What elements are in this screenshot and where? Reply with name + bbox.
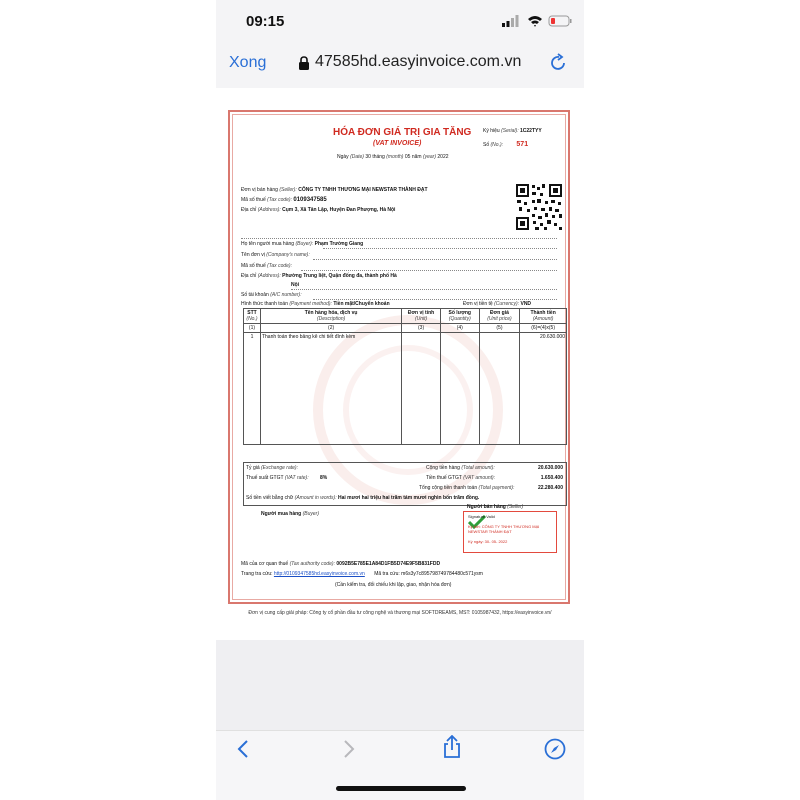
buyer-name: Họ tên người mua hàng (Buyer): Phạm Trường Giang [241,241,364,247]
currency: Đơn vị tiền tệ (Currency): VND [463,301,532,307]
wifi-icon [528,16,542,27]
battery-icon [551,18,555,24]
buyer-address-line2: Nội [291,282,300,288]
seller-tax: Mã số thuế (Tax code): 0109347585 [241,197,327,203]
seller-address: Địa chỉ (Address): Cụm 3, Xã Tân Lập, Huyện Đan Phượng, Hà Nội [241,207,396,213]
lock-icon [298,56,310,70]
url-text[interactable]: 47585hd.easyinvoice.com.vn [315,53,522,70]
forward-icon[interactable] [342,739,356,759]
reload-icon[interactable] [550,53,568,73]
phone-screen [216,0,584,800]
share-icon[interactable] [442,735,462,759]
tax-authority-code: Mã của cơ quan thuế (Tax authority code): 0092B5E785E1A84D1FB5D74E9F5B831FDD [241,561,441,567]
totals-block: Tỷ giá (Exchange rate): Cộng tiền hàng (Total amount): 20.630.000 Thuế suất GTGT (VAT rate): 8% Tiền thuế GTGT (VAT amount): 1.650.400 Tổng cộng tiền thanh toán (Total payment): 22.280.400 Số tiền viết bằng chữ (Amount in words): Hai mươi hai triệu hai trăm tám mươi nghìn bốn trăm đồng. [243,462,567,506]
amount-in-words: Số tiền viết bằng chữ (Amount in words): Hai mươi hai triệu hai trăm tám mươi nghìn bốn trăm đồng. [246,495,480,501]
buyer-account: Số tài khoản (A/C number): [241,292,302,298]
invoice-date: Ngày (Date) 30 tháng (month) 05 năm (year) 2022 [337,154,449,160]
vat-value: 1.650.400 [540,475,563,481]
status-bar [216,0,584,44]
home-indicator [336,786,466,791]
provider-footer: Đơn vị cung cấp giải pháp: Công ty cổ phần đầu tư công nghệ và thương mại SOFTDREAMS, MST: 0105987432, https://easyinvoice.vn/ [248,610,552,616]
back-icon[interactable] [236,739,250,759]
items-table [243,308,567,445]
invoice-note: (Cần kiểm tra, đối chiếu khi lập, giao, nhận hóa đơn) [335,582,452,588]
invoice-document [216,88,584,640]
digital-signature-box: Signature Valid Ký bởi: CÔNG TY TNHH THƯƠNG MẠI NEWSTAR THÀNH ĐẠT Ký ngày: 30- 05- 2022 [463,511,557,553]
invoice-frame [228,110,570,604]
browser-address-bar [216,44,584,82]
lookup-link[interactable]: http://0109347585hd.easyinvoice.com.vn [273,571,365,577]
seller-name: Đơn vị bán hàng (Seller): CÔNG TY TNHH THƯƠNG MẠI NEWSTAR THÀNH ĐẠT [241,187,428,193]
invoice-number: Số (No.): 571 [483,141,529,148]
buyer-address: Địa chỉ (Address): Phường Trung liệt, Quận đống đa, thành phố Hà [241,273,397,279]
buyer-sign-label: Người mua hàng (Buyer) [261,511,320,517]
invoice-serial: Ký hiệu (Serial): 1C22TYY [483,128,542,134]
table-row: 1 Thanh toán theo bảng kê chi tiết đính kèm 20.630.000 [244,333,567,445]
buyer-company: Tên đơn vị (Company's name): [241,252,310,258]
table-header-row: STT (No.) Tên hàng hóa, dịch vụ (Description) Đơn vị tính (Unit) Số lượng (Quantity) Đơn giá (Unit price) Thành tiền (Amount) [244,309,567,324]
payment-method: Hình thức thanh toán (Payment method): Tiền mặt/Chuyển khoản [241,301,390,307]
compass-icon[interactable] [544,738,566,760]
invoice-subtitle: (VAT INVOICE) [373,140,422,147]
status-time: 09:15 [246,13,285,30]
total-value: 22.280.400 [537,485,563,491]
qr-code [515,183,563,231]
lookup-line: Trang tra cứu: http://0109347585hd.easyinvoice.com.vn Mã tra cứu: m6s3y7c895798749784480c571ysm [241,571,483,577]
signal-icon [502,14,572,28]
seller-sign-label: Người bán hàng (Seller) [467,504,524,510]
invoice-title: HÓA ĐƠN GIÁ TRỊ GIA TĂNG [333,127,472,138]
subtotal-value: 20.630.000 [537,465,563,471]
table-index-row: (1) (2) (3) (4) (5) (6)=(4)x(5) [244,324,567,333]
buyer-tax: Mã số thuế (Tax code): [241,263,292,269]
done-button[interactable]: Xong [229,54,267,71]
